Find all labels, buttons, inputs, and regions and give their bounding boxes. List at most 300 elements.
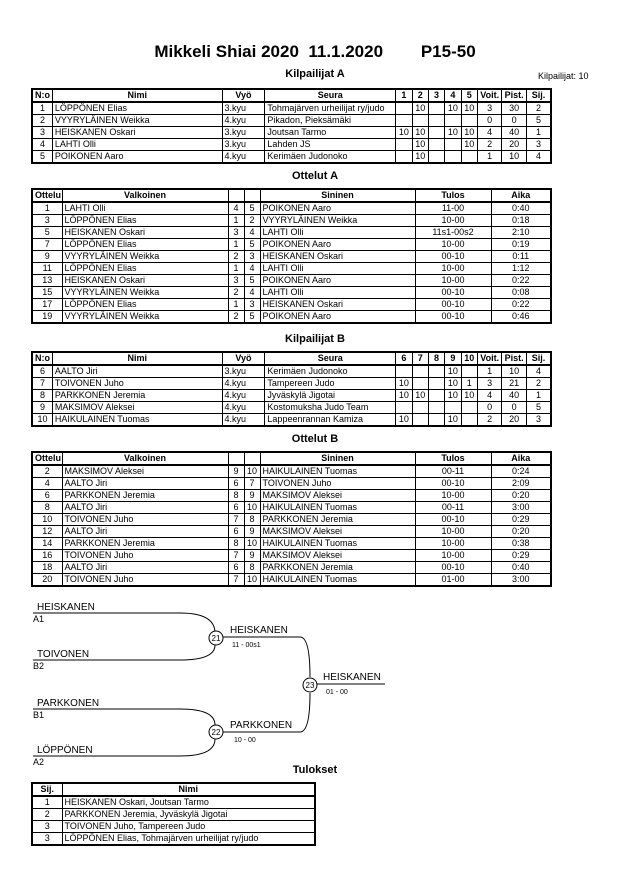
- cell-white-no: 1: [228, 263, 244, 275]
- cell-time: 3:00: [491, 502, 551, 514]
- cell-time: 0:20: [491, 490, 551, 502]
- column-header-white: Valkoinen: [62, 189, 228, 202]
- bracket-entrant-1: HEISKANEN: [37, 602, 95, 613]
- header-row: [32, 189, 551, 202]
- results-heading: Tulokset: [292, 764, 338, 776]
- cell-blue-no: 10: [244, 465, 260, 478]
- column-header-points: Pist.: [502, 352, 527, 365]
- cell-time: 0:18: [491, 215, 551, 227]
- cell-blue-no: 10: [244, 502, 260, 514]
- cell-score-4: [445, 151, 461, 164]
- column-header-points: Pist.: [502, 89, 527, 102]
- match-22-winner: PARKKONEN: [230, 720, 293, 731]
- cell-match: 5: [32, 227, 62, 239]
- cell-white-no: 1: [228, 239, 244, 251]
- cell-belt: 4.kyu: [222, 414, 265, 427]
- cell-place: 3: [526, 139, 551, 151]
- cell-number: 2: [32, 115, 52, 127]
- cell-score-2: 10: [412, 151, 428, 164]
- table-row: [32, 102, 551, 115]
- pool-b-table: [31, 351, 552, 427]
- cell-result: 10-00: [415, 239, 491, 251]
- cell-white: AALTO Jiri: [62, 502, 228, 514]
- cell-white: AALTO Jiri: [62, 478, 228, 490]
- cell-time: 0:08: [491, 287, 551, 299]
- cell-match: 8: [32, 502, 62, 514]
- match-21-winner: HEISKANEN: [230, 625, 288, 636]
- cell-score-1: [396, 102, 412, 115]
- cell-belt: 4.kyu: [222, 115, 265, 127]
- bracket-entrant-2: TOIVONEN: [37, 649, 90, 660]
- cell-score-1: [396, 139, 412, 151]
- cell-points: 40: [502, 127, 527, 139]
- cell-time: 0:20: [491, 526, 551, 538]
- column-header-score-4: 4: [445, 89, 461, 102]
- cell-blue: POIKONEN Aaro: [260, 311, 415, 324]
- table-row: [32, 390, 551, 402]
- cell-score-2: 10: [412, 139, 428, 151]
- cell-white: TOIVONEN Juho: [62, 514, 228, 526]
- cell-name: LAHTI Olli: [52, 139, 222, 151]
- cell-match: 2: [32, 465, 62, 478]
- header-row: [32, 352, 551, 365]
- cell-blue-no: 5: [244, 239, 260, 251]
- cell-match: 3: [32, 215, 62, 227]
- cell-name: HAIKULAINEN Tuomas: [52, 414, 222, 427]
- cell-club: Kerimäen Judonoko: [265, 365, 396, 378]
- cell-wins: 3: [477, 102, 502, 115]
- cell-wins: 3: [477, 378, 502, 390]
- cell-time: 2:10: [491, 227, 551, 239]
- cell-name: PARKKONEN Jeremia: [52, 390, 222, 402]
- cell-score-3: [428, 139, 444, 151]
- cell-score-3: [428, 115, 444, 127]
- cell-score-4: 10: [445, 365, 461, 378]
- cell-white-no: 7: [228, 514, 244, 526]
- bracket-seed-3: B1: [33, 710, 45, 720]
- cell-club: Lahden JS: [265, 139, 396, 151]
- cell-blue: POIKONEN Aaro: [260, 275, 415, 287]
- cell-name: POIKONEN Aaro: [52, 151, 222, 164]
- cell-score-5: 10: [461, 127, 477, 139]
- column-header-white-no: [228, 189, 244, 202]
- column-header-score-3: 8: [428, 352, 444, 365]
- cell-score-2: [412, 402, 428, 414]
- cell-score-3: [428, 127, 444, 139]
- cell-number: 6: [32, 365, 52, 378]
- cell-place: 3: [526, 414, 551, 427]
- table-row: [32, 127, 551, 139]
- bracket-entrant-3: PARKKONEN: [37, 698, 100, 709]
- cell-result: 00-11: [415, 465, 491, 478]
- cell-blue-no: 5: [244, 202, 260, 215]
- column-header-blue-no: [244, 189, 260, 202]
- cell-match: 14: [32, 538, 62, 550]
- table-row: [32, 526, 551, 538]
- table-row: [32, 809, 315, 821]
- match-22-score: 10 - 00: [234, 737, 256, 744]
- cell-time: 0:22: [491, 299, 551, 311]
- table-row: [32, 414, 551, 427]
- cell-result: 00-10: [415, 478, 491, 490]
- cell-blue-no: 4: [244, 227, 260, 239]
- cell-match: 17: [32, 299, 62, 311]
- column-header-score-2: 2: [412, 89, 428, 102]
- cell-white: PARKKONEN Jeremia: [62, 490, 228, 502]
- cell-score-5: [461, 365, 477, 378]
- cell-white: LÖPPÖNEN Elias: [62, 263, 228, 275]
- cell-score-1: 10: [396, 127, 412, 139]
- header-row: [32, 452, 551, 465]
- match-23-winner: HEISKANEN: [323, 672, 381, 683]
- table-row: [32, 833, 315, 846]
- cell-score-5: [461, 414, 477, 427]
- table-row: [32, 251, 551, 263]
- cell-blue-no: 8: [244, 562, 260, 574]
- cell-match: 9: [32, 251, 62, 263]
- cell-white-no: 7: [228, 550, 244, 562]
- table-row: [32, 139, 551, 151]
- cell-score-1: [396, 115, 412, 127]
- cell-belt: 4.kyu: [222, 378, 265, 390]
- bracket-seed-4: A2: [33, 757, 45, 765]
- cell-match: 15: [32, 287, 62, 299]
- cell-blue: MAKSIMOV Aleksei: [260, 490, 415, 502]
- cell-result: 00-10: [415, 514, 491, 526]
- column-header-score-5: 5: [461, 89, 477, 102]
- cell-white: LAHTI Olli: [62, 202, 228, 215]
- cell-time: 3:00: [491, 574, 551, 587]
- pool-a-heading: Kilpailijat A: [285, 68, 345, 80]
- cell-wins: 4: [477, 127, 502, 139]
- column-header-score-1: 1: [396, 89, 412, 102]
- cell-blue-no: 7: [244, 478, 260, 490]
- cell-place: 2: [526, 102, 551, 115]
- cell-score-4: 10: [445, 102, 461, 115]
- cell-match: 19: [32, 311, 62, 324]
- cell-score-5: [461, 151, 477, 164]
- cell-time: 1:12: [491, 263, 551, 275]
- cell-blue: MAKSIMOV Aleksei: [260, 550, 415, 562]
- cell-belt: 3.kyu: [222, 102, 265, 115]
- cell-result: 10-00: [415, 215, 491, 227]
- table-row: [32, 287, 551, 299]
- cell-blue: POIKONEN Aaro: [260, 202, 415, 215]
- results-table: [31, 782, 316, 846]
- cell-score-4: 10: [445, 127, 461, 139]
- cell-number: 10: [32, 414, 52, 427]
- cell-score-2: [412, 414, 428, 427]
- cell-club: Kerimäen Judonoko: [265, 151, 396, 164]
- cell-white-no: 3: [228, 227, 244, 239]
- cell-result: 00-10: [415, 299, 491, 311]
- column-header-result: Tulos: [415, 189, 491, 202]
- cell-score-4: [445, 139, 461, 151]
- cell-white-no: 6: [228, 562, 244, 574]
- pool-b-heading: Kilpailijat B: [285, 333, 345, 345]
- cell-score-3: [428, 414, 444, 427]
- cell-number: 7: [32, 378, 52, 390]
- column-header-number: N:o: [32, 89, 52, 102]
- cell-wins: 2: [477, 414, 502, 427]
- cell-score-1: 10: [396, 390, 412, 402]
- cell-name: VYYRYLÄINEN Weikka: [52, 115, 222, 127]
- cell-match: 12: [32, 526, 62, 538]
- cell-time: 2:09: [491, 478, 551, 490]
- cell-points: 40: [502, 390, 527, 402]
- cell-result: 10-00: [415, 275, 491, 287]
- cell-points: 0: [502, 402, 527, 414]
- cell-blue-no: 4: [244, 263, 260, 275]
- table-row: [32, 538, 551, 550]
- cell-white-no: 2: [228, 287, 244, 299]
- table-row: [32, 227, 551, 239]
- cell-white-no: 6: [228, 502, 244, 514]
- cell-time: 0:29: [491, 514, 551, 526]
- cell-blue-no: 9: [244, 526, 260, 538]
- table-row: [32, 478, 551, 490]
- table-row: [32, 215, 551, 227]
- table-row: [32, 299, 551, 311]
- cell-place: 1: [526, 390, 551, 402]
- cell-white: VYYRYLÄINEN Weikka: [62, 251, 228, 263]
- cell-white-no: 6: [228, 526, 244, 538]
- cell-wins: 1: [477, 151, 502, 164]
- cell-wins: 1: [477, 365, 502, 378]
- bracket-entrant-4: LÖPPÖNEN: [37, 745, 93, 756]
- cell-score-4: 10: [445, 378, 461, 390]
- cell-club: Jyväskylä Jigotai: [265, 390, 396, 402]
- cell-score-1: [396, 365, 412, 378]
- category-label: P15-50: [420, 42, 476, 61]
- cell-blue: TOIVONEN Juho: [260, 478, 415, 490]
- column-header-name: Nimi: [52, 89, 222, 102]
- cell-number: 5: [32, 151, 52, 164]
- cell-blue: HAIKULAINEN Tuomas: [260, 538, 415, 550]
- column-header-wins: Voit.: [477, 89, 502, 102]
- cell-score-3: [428, 378, 444, 390]
- cell-club: Joutsan Tarmo: [265, 127, 396, 139]
- cell-result: 10-00: [415, 263, 491, 275]
- cell-blue-no: 9: [244, 490, 260, 502]
- column-header-wins: Voit.: [477, 352, 502, 365]
- cell-result: 11-00: [415, 202, 491, 215]
- column-header-blue-no: [244, 452, 260, 465]
- bracket: [0, 595, 630, 765]
- table-row: [32, 574, 551, 587]
- column-header-score-4: 9: [445, 352, 461, 365]
- match-23-number: 23: [305, 681, 315, 690]
- cell-club: Tohmajärven urheilijat ry/judo: [265, 102, 396, 115]
- cell-score-5: 10: [461, 139, 477, 151]
- column-header-white-no: [228, 452, 244, 465]
- column-header-place: Sij.: [526, 352, 551, 365]
- cell-match: 7: [32, 239, 62, 251]
- cell-blue: LAHTI Olli: [260, 227, 415, 239]
- cell-number: 8: [32, 390, 52, 402]
- match-23-score: 01 - 00: [326, 689, 348, 696]
- match-22-number: 22: [211, 728, 221, 737]
- cell-score-5: [461, 402, 477, 414]
- cell-result: 00-10: [415, 562, 491, 574]
- cell-place: 5: [526, 115, 551, 127]
- cell-name: LÖPPÖNEN Elias, Tohmajärven urheilijat ry/judo: [62, 833, 315, 846]
- cell-white-no: 8: [228, 490, 244, 502]
- cell-score-1: 10: [396, 414, 412, 427]
- cell-name: AALTO Jiri: [52, 365, 222, 378]
- cell-blue: LAHTI Olli: [260, 287, 415, 299]
- table-row: [32, 402, 551, 414]
- column-header-name: Nimi: [62, 783, 315, 796]
- cell-score-2: [412, 378, 428, 390]
- cell-result: 10-00: [415, 490, 491, 502]
- cell-blue: HAIKULAINEN Tuomas: [260, 502, 415, 514]
- bracket-seed-1: A1: [33, 614, 45, 624]
- cell-blue-no: 10: [244, 538, 260, 550]
- cell-match: 10: [32, 514, 62, 526]
- cell-white-no: 2: [228, 251, 244, 263]
- cell-club: Tampereen Judo: [265, 378, 396, 390]
- cell-blue-no: 5: [244, 275, 260, 287]
- cell-score-3: [428, 365, 444, 378]
- cell-points: 30: [502, 102, 527, 115]
- column-header-score-1: 6: [396, 352, 412, 365]
- column-header-score-3: 3: [428, 89, 444, 102]
- cell-belt: 4.kyu: [222, 402, 265, 414]
- cell-match: 4: [32, 478, 62, 490]
- competitor-count: Kilpailijat: 10: [538, 71, 589, 81]
- cell-result: 00-11: [415, 502, 491, 514]
- cell-white-no: 2: [228, 311, 244, 324]
- page-title: [0, 42, 630, 62]
- cell-blue-no: 2: [244, 215, 260, 227]
- match-21-number: 21: [211, 634, 221, 643]
- cell-score-5: 10: [461, 390, 477, 402]
- header-row: [32, 89, 551, 102]
- cell-place: 4: [526, 365, 551, 378]
- cell-white-no: 9: [228, 465, 244, 478]
- cell-time: 0:22: [491, 275, 551, 287]
- column-header-time: Aika: [491, 452, 551, 465]
- cell-blue: HEISKANEN Oskari: [260, 251, 415, 263]
- column-header-match: Ottelu: [32, 452, 62, 465]
- column-header-blue: Sininen: [260, 452, 415, 465]
- cell-score-5: 1: [461, 378, 477, 390]
- cell-number: 1: [32, 102, 52, 115]
- cell-match: 13: [32, 275, 62, 287]
- cell-score-4: [445, 115, 461, 127]
- cell-blue-no: 4: [244, 287, 260, 299]
- cell-name: HEISKANEN Oskari, Joutsan Tarmo: [62, 796, 315, 809]
- cell-name: HEISKANEN Oskari: [52, 127, 222, 139]
- cell-score-1: [396, 402, 412, 414]
- cell-blue-no: 9: [244, 550, 260, 562]
- cell-white: TOIVONEN Juho: [62, 574, 228, 587]
- column-header-number: N:o: [32, 352, 52, 365]
- column-header-score-2: 7: [412, 352, 428, 365]
- column-header-place: Sij.: [526, 89, 551, 102]
- column-header-match: Ottelu: [32, 189, 62, 202]
- cell-white: LÖPPÖNEN Elias: [62, 239, 228, 251]
- table-row: [32, 115, 551, 127]
- cell-place: 3: [32, 833, 62, 846]
- cell-result: 00-10: [415, 311, 491, 324]
- cell-white-no: 6: [228, 478, 244, 490]
- cell-belt: 3.kyu: [222, 139, 265, 151]
- cell-blue-no: 3: [244, 251, 260, 263]
- cell-time: 0:38: [491, 538, 551, 550]
- cell-points: 0: [502, 115, 527, 127]
- cell-white-no: 7: [228, 574, 244, 587]
- cell-belt: 4.kyu: [222, 390, 265, 402]
- cell-time: 0:24: [491, 465, 551, 478]
- cell-blue: MAKSIMOV Aleksei: [260, 526, 415, 538]
- table-row: [32, 502, 551, 514]
- cell-white-no: 8: [228, 538, 244, 550]
- cell-white: AALTO Jiri: [62, 526, 228, 538]
- cell-points: 21: [502, 378, 527, 390]
- column-header-club: Seura: [265, 352, 396, 365]
- cell-blue: PARKKONEN Jeremia: [260, 514, 415, 526]
- bracket-seed-2: B2: [33, 661, 45, 671]
- cell-number: 3: [32, 127, 52, 139]
- matches-a-table: [31, 188, 552, 324]
- cell-wins: 0: [477, 402, 502, 414]
- cell-score-1: 10: [396, 378, 412, 390]
- table-row: [32, 514, 551, 526]
- column-header-belt: Vyö: [222, 89, 265, 102]
- cell-match: 20: [32, 574, 62, 587]
- cell-place: 5: [526, 402, 551, 414]
- cell-score-2: 10: [412, 390, 428, 402]
- cell-score-4: [445, 402, 461, 414]
- cell-number: 4: [32, 139, 52, 151]
- matches-b-table: [31, 451, 552, 587]
- cell-white: LÖPPÖNEN Elias: [62, 299, 228, 311]
- cell-score-4: 10: [445, 414, 461, 427]
- cell-match: 6: [32, 490, 62, 502]
- cell-blue-no: 5: [244, 311, 260, 324]
- cell-time: 0:19: [491, 239, 551, 251]
- cell-blue: LAHTI Olli: [260, 263, 415, 275]
- column-header-white: Valkoinen: [62, 452, 228, 465]
- cell-score-2: [412, 115, 428, 127]
- cell-name: MAKSIMOV Aleksei: [52, 402, 222, 414]
- cell-white-no: 1: [228, 215, 244, 227]
- cell-match: 1: [32, 202, 62, 215]
- cell-wins: 0: [477, 115, 502, 127]
- cell-name: PARKKONEN Jeremia, Jyväskylä Jigotai: [62, 809, 315, 821]
- pool-a-table: [31, 88, 552, 164]
- cell-score-3: [428, 390, 444, 402]
- cell-score-2: [412, 365, 428, 378]
- cell-result: 01-00: [415, 574, 491, 587]
- match-21-score: 11 - 00s1: [232, 642, 261, 649]
- table-row: [32, 465, 551, 478]
- cell-blue-no: 8: [244, 514, 260, 526]
- cell-place: 1: [526, 127, 551, 139]
- cell-points: 10: [502, 365, 527, 378]
- table-row: [32, 311, 551, 324]
- cell-time: 0:40: [491, 202, 551, 215]
- cell-white: VYYRYLÄINEN Weikka: [62, 311, 228, 324]
- cell-number: 9: [32, 402, 52, 414]
- cell-time: 0:40: [491, 562, 551, 574]
- cell-belt: 3.kyu: [222, 365, 265, 378]
- cell-place: 1: [32, 796, 62, 809]
- table-row: [32, 821, 315, 833]
- cell-place: 4: [526, 151, 551, 164]
